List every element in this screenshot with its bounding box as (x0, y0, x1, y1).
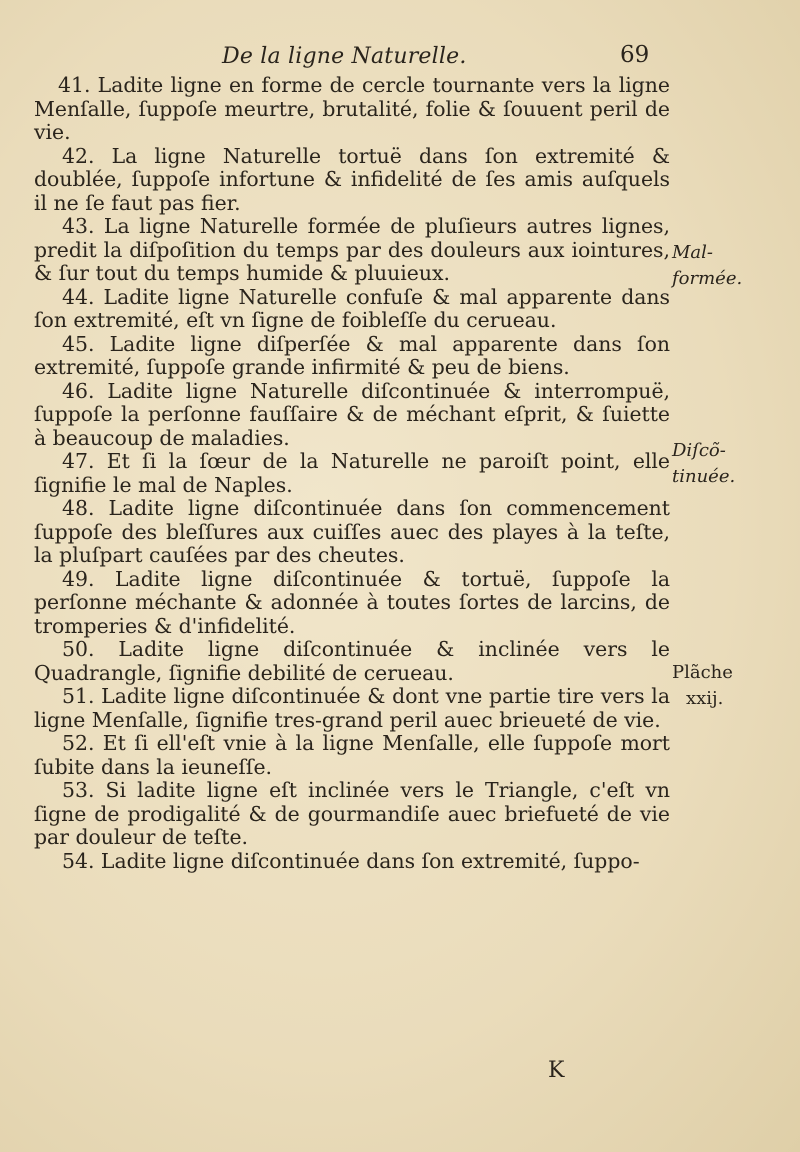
margin-note-line: Plãche (672, 662, 733, 683)
paragraph-51: 51. Ladite ligne diſcontinuée & dont vne partie tire vers la ligne Menſalle, ſignifie tres-grand peril auec brieueté de vie. (34, 684, 670, 732)
paragraph-43: 43. La ligne Naturelle formée de pluſieurs autres lignes, predit la diſpoſition du temps par des douleurs aux iointures, & ſur tout du temps humide & pluuieux. (34, 214, 670, 285)
margin-note-planche (672, 660, 733, 712)
paragraph-54: 54. Ladite ligne diſcontinuée dans ſon extremité, ſuppo- (62, 848, 640, 873)
paragraph-41: 41. Ladite ligne en forme de cercle tournante vers la ligne Menſalle, ſuppoſe meurtre, brutalité, folie & ſouuent peril de vie. (34, 73, 670, 144)
page-number: 69 (620, 42, 650, 68)
margin-note-discontinuee (672, 438, 735, 490)
margin-note-line: Diſcõ- (672, 440, 726, 461)
catchword: K (548, 1058, 565, 1083)
paragraph-45: 45. Ladite ligne diſperſée & mal apparente dans ſon extremité, ſuppoſe grande infirmité & peu de biens. (34, 331, 670, 379)
paragraph-52: 52. Et ſi ell'eſt vnie à la ligne Menſalle, elle ſuppoſe mort ſubite dans la ieuneſſe. (34, 731, 670, 779)
page-header (0, 40, 800, 76)
margin-note-line: xxij. (686, 688, 724, 709)
margin-note-line: Mal- (672, 242, 714, 263)
paragraph-53: 53. Si ladite ligne eſt inclinée vers le Triangle, c'eſt vn ſigne de prodigalité & de gourmandiſe auec briefueté de vie par douleur de teſte. (34, 778, 670, 849)
running-head: De la ligne Naturelle. (222, 44, 467, 69)
margin-note-line: formée. (672, 268, 743, 289)
margin-note-mal-formee (672, 240, 742, 292)
paragraph-42: 42. La ligne Naturelle tortuë dans ſon extremité & doublée, ſuppoſe infortune & infidelité de ſes amis auſquels il ne ſe faut pas fier. (34, 143, 670, 215)
paragraph-49: 49. Ladite ligne diſcontinuée & tortuë, ſuppoſe la perſonne méchante & adonnée à toutes ſortes de larcins, de tromperies & d'infidelité. (34, 566, 670, 638)
paragraph-50: 50. Ladite ligne diſcontinuée & inclinée vers le Quadrangle, ſignifie debilité de cerueau. (34, 637, 670, 685)
paragraph-47: 47. Et ſi la ſœur de la Naturelle ne paroiſt point, elle ſignifie le mal de Naples. (34, 449, 670, 497)
paragraph-46: 46. Ladite ligne Naturelle diſcontinuée & interrompuë, ſuppoſe la perſonne fauſſaire & de méchant eſprit, & ſuiette à beaucoup de maladies. (34, 378, 670, 450)
paragraph-44: 44. Ladite ligne Naturelle confuſe & mal apparente dans ſon extremité, eſt vn ſigne de foibleſſe du cerueau. (34, 284, 670, 332)
body-text (34, 74, 670, 873)
margin-note-line: tinuée. (672, 466, 736, 487)
paragraph-48: 48. Ladite ligne diſcontinuée dans ſon commencement ſuppoſe des bleſſures aux cuiſſes auec des playes à la teſte, la pluſpart cauſées par des cheutes. (34, 496, 670, 567)
